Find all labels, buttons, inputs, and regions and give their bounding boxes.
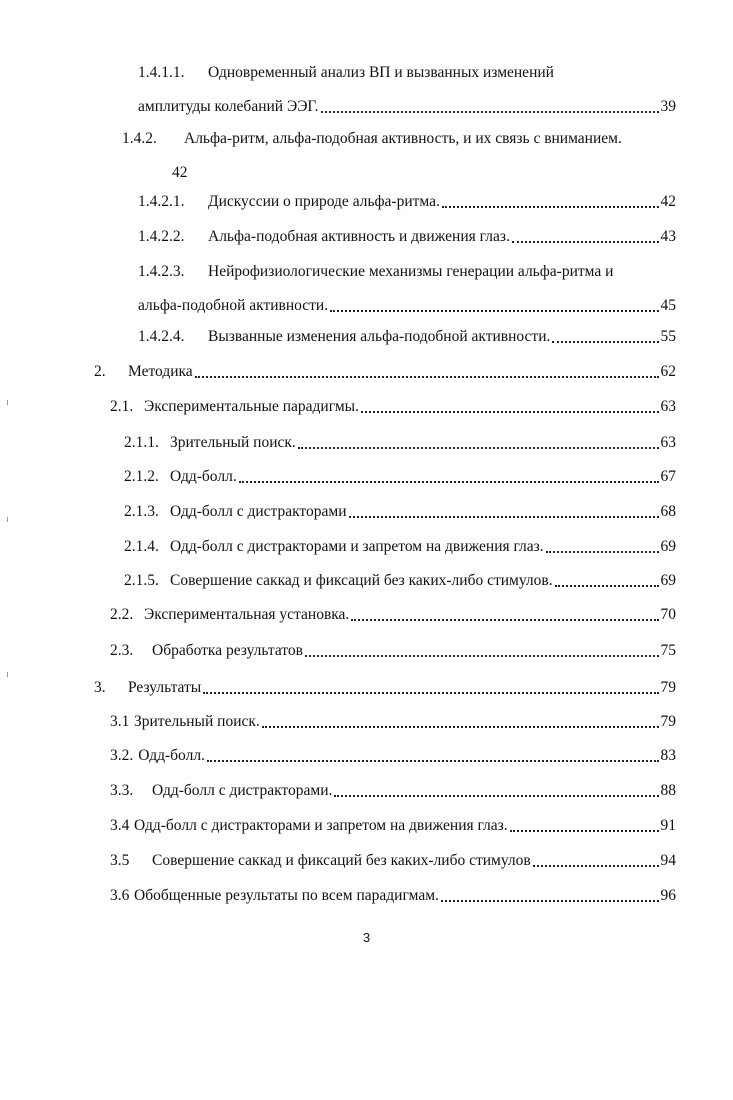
dot-leader	[533, 864, 659, 867]
toc-title: Нейрофизиологические механизмы генерации альфа-ритма и	[208, 263, 614, 280]
toc-page: 83	[660, 747, 676, 764]
dot-leader	[361, 410, 659, 413]
toc-number: 2.	[94, 363, 106, 380]
toc-entry-1-4-2[interactable]	[122, 128, 676, 184]
scan-mark	[7, 672, 8, 677]
toc-number: 2.3.	[110, 642, 134, 659]
toc-title: Одд-болл.	[170, 468, 237, 485]
toc-entry-2[interactable]	[94, 361, 676, 383]
dot-leader	[512, 240, 659, 243]
toc-page: 62	[660, 363, 676, 380]
dot-leader	[510, 829, 659, 832]
toc-page: 69	[660, 538, 676, 555]
toc-number: 3.5	[110, 852, 130, 869]
dot-leader	[207, 759, 659, 762]
dot-leader	[195, 375, 659, 378]
dot-leader	[441, 899, 659, 902]
toc-page: 68	[660, 503, 676, 520]
toc-entry-2-1-5[interactable]	[124, 570, 676, 592]
toc-title: Зрительный поиск.	[134, 713, 260, 730]
toc-number: 2.1.2.	[124, 468, 159, 485]
toc-number: 3.4	[110, 817, 130, 834]
toc-page: 79	[660, 679, 676, 696]
toc-number: 2.1.4.	[124, 538, 159, 555]
toc-title: Дискуссии о природе альфа-ритма.	[208, 193, 440, 210]
toc-number: 3.2.	[110, 747, 134, 764]
dot-leader	[552, 340, 658, 343]
toc-page: 63	[660, 434, 676, 451]
dot-leader	[555, 584, 659, 587]
toc-page: 43	[660, 228, 676, 245]
toc-page: 75	[660, 642, 676, 659]
toc-number: 3.6	[110, 887, 130, 904]
dot-leader	[321, 110, 659, 113]
toc-title: Обработка результатов	[152, 642, 303, 659]
toc-number: 2.1.1.	[124, 434, 159, 451]
toc-entry-2-3[interactable]	[110, 640, 676, 662]
toc-page: 55	[660, 328, 676, 345]
toc-title: Обобщенные результаты по всем парадигмам.	[134, 887, 439, 904]
dot-leader	[351, 618, 658, 621]
toc-title-continued: альфа-подобной активности.	[138, 297, 329, 314]
toc-page: 45	[660, 297, 676, 314]
toc-entry-3-1[interactable]	[110, 711, 676, 733]
scan-mark	[7, 517, 8, 522]
toc-entry-1-4-2-4[interactable]	[138, 326, 676, 348]
dot-leader	[239, 480, 659, 483]
toc-entry-1-4-1-1[interactable]	[138, 62, 676, 118]
toc-page: 88	[660, 782, 676, 799]
toc-page: 42	[660, 193, 676, 210]
toc-entry-3-2[interactable]	[110, 745, 676, 767]
toc-number: 3.3.	[110, 782, 134, 799]
dot-leader	[546, 550, 659, 553]
toc-entry-2-1-1[interactable]	[124, 432, 676, 454]
toc-entry-3-3[interactable]	[110, 780, 676, 802]
toc-page: 79	[660, 713, 676, 730]
toc-page: 67	[660, 468, 676, 485]
toc-page: 94	[660, 852, 676, 869]
toc-title-continued: амплитуды колебаний ЭЭГ.	[138, 98, 319, 115]
toc-number: 3.1	[110, 713, 130, 730]
toc-entry-1-4-2-2[interactable]	[138, 226, 676, 248]
toc-title: Вызванные изменения альфа-подобной активности.	[208, 328, 551, 345]
toc-title: Экспериментальные парадигмы.	[144, 398, 359, 415]
dot-leader	[330, 309, 658, 312]
toc-title: Совершение саккад и фиксаций без каких-либо стимулов	[152, 852, 531, 869]
toc-entry-1-4-2-1[interactable]	[138, 191, 676, 213]
dot-leader	[334, 794, 658, 797]
page-number: 3	[362, 930, 371, 945]
toc-number: 2.2.	[110, 606, 134, 623]
toc-entry-3-6[interactable]	[110, 885, 676, 907]
toc-number: 1.4.2.1.	[138, 193, 185, 210]
toc-title: Одд-болл с дистракторами и запретом на движения глаз.	[134, 817, 508, 834]
toc-number: 2.1.5.	[124, 572, 159, 589]
toc-entry-3[interactable]	[94, 677, 676, 699]
toc-number: 2.1.	[110, 398, 134, 415]
toc-number: 1.4.1.1.	[138, 64, 185, 81]
toc-title: Совершение саккад и фиксаций без каких-либо стимулов.	[170, 572, 553, 589]
dot-leader	[298, 446, 659, 449]
toc-entry-2-1-3[interactable]	[124, 501, 676, 523]
toc-page: 91	[660, 817, 676, 834]
toc-page: 42	[172, 164, 188, 181]
toc-number: 2.1.3.	[124, 503, 159, 520]
toc-number: 1.4.2.3.	[138, 263, 185, 280]
toc-title: Методика	[128, 363, 193, 380]
toc-title: Одд-болл с дистракторами и запретом на движения глаз.	[170, 538, 544, 555]
dot-leader	[203, 691, 658, 694]
scan-mark	[7, 400, 8, 405]
toc-page: 96	[660, 887, 676, 904]
toc-entry-3-4[interactable]	[110, 815, 676, 837]
toc-title: Зрительный поиск.	[170, 434, 296, 451]
toc-page: 63	[660, 398, 676, 415]
toc-number: 1.4.2.4.	[138, 328, 185, 345]
dot-leader	[262, 725, 659, 728]
dot-leader	[349, 515, 659, 518]
toc-number: 3.	[94, 679, 106, 696]
toc-title: Альфа-ритм, альфа-подобная активность, и их связь с вниманием.	[184, 130, 622, 147]
toc-title: Экспериментальная установка.	[144, 606, 350, 623]
toc-page: 69	[660, 572, 676, 589]
toc-entry-2-1-4[interactable]	[124, 536, 676, 558]
toc-title: Одд-болл с дистракторами.	[152, 782, 333, 799]
toc-title: Одд-болл с дистракторами	[170, 503, 347, 520]
toc-title: Результаты	[128, 679, 202, 696]
toc-title: Одновременный анализ ВП и вызванных изменений	[208, 64, 554, 81]
toc-entry-1-4-2-3[interactable]	[138, 261, 676, 317]
toc-entry-3-5[interactable]	[110, 850, 676, 872]
toc-title: Одд-болл.	[138, 747, 205, 764]
toc-page: 39	[660, 98, 676, 115]
toc-page: 70	[660, 606, 676, 623]
toc-entry-2-1[interactable]	[110, 396, 676, 418]
toc-title: Альфа-подобная активность и движения глаз.	[208, 228, 510, 245]
toc-entry-2-1-2[interactable]	[124, 466, 676, 488]
dot-leader	[305, 654, 659, 657]
dot-leader	[442, 205, 659, 208]
toc-number: 1.4.2.2.	[138, 228, 185, 245]
toc-number: 1.4.2.	[122, 130, 157, 147]
toc-entry-2-2[interactable]	[110, 604, 676, 626]
